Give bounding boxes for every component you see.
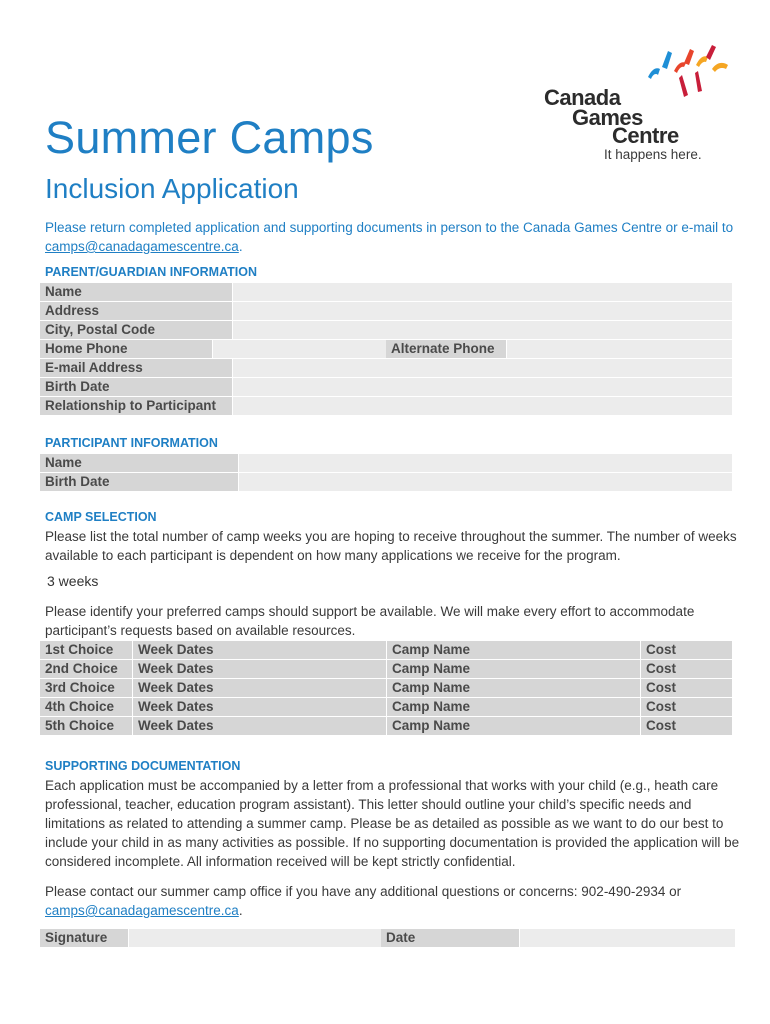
supporting-section-heading: SUPPORTING DOCUMENTATION [45,759,241,773]
guardian-address-field[interactable] [232,302,732,320]
choice-row [40,679,732,698]
guardian-relationship-field[interactable] [232,397,732,415]
intro-email-link[interactable]: camps@canadagamescentre.ca [45,239,239,254]
camp-name-label[interactable]: Camp Name [386,717,640,735]
week-dates-label[interactable]: Week Dates [132,660,386,678]
contact-email-link[interactable]: camps@canadagamescentre.ca [45,903,239,918]
guardian-address-row [40,302,732,321]
guardian-city-row [40,321,732,340]
intro-end: . [238,239,243,254]
participant-name-label: Name [40,454,238,472]
cost-label[interactable]: Cost [640,698,732,716]
logo-figures-icon [638,45,738,105]
guardian-name-label: Name [40,283,232,301]
choice-label: 2nd Choice [40,660,132,678]
camp-weeks-value[interactable]: 3 weeks [47,573,99,589]
participant-birth-field[interactable] [238,473,732,491]
logo-word-centre: Centre [612,123,679,148]
contact-text [45,882,745,920]
camp-instructions: Please list the total number of camp weeks you are hoping to receive throughout the summer. The number of weeks available to each participant is dependent on how many applications we receive for the program. [45,529,737,563]
signature-field[interactable] [128,929,381,947]
cost-label[interactable]: Cost [640,641,732,659]
guardian-relationship-label: Relationship to Participant [40,397,232,415]
logo-word-canada: Canada [544,85,621,110]
choice-label: 5th Choice [40,717,132,735]
camp-name-label[interactable]: Camp Name [386,698,640,716]
signature-row [40,929,735,948]
camp-name-label[interactable]: Camp Name [386,641,640,659]
guardian-city-field[interactable] [232,321,732,339]
camp-name-label[interactable]: Camp Name [386,660,640,678]
date-label: Date [381,929,519,947]
choice-row [40,717,732,736]
week-dates-label[interactable]: Week Dates [132,641,386,659]
contact-body: Please contact our summer camp office if you have any additional questions or concerns: 902-490-2934 or [45,884,682,899]
guardian-birth-label: Birth Date [40,378,232,396]
contact-end: . [238,903,243,918]
cost-label[interactable]: Cost [640,717,732,735]
guardian-birth-field[interactable] [232,378,732,396]
guardian-phone-row [40,340,732,359]
logo-tagline: It happens here. [604,147,702,162]
guardian-relationship-row [40,397,732,416]
supporting-text: Each application must be accompanied by a letter from a professional that works with your child (e.g., heath care professional, teacher, education program assistant). This letter should outline your child’s specific needs and limitations as related to attending a summer camp. Please be as detailed as possible as we want to do our best to include your child in as many activities as possible. If no supporting documentation is provided the application will be considered incomplete. All information received will be kept strictly confidential. [45,778,740,869]
choice-label: 1st Choice [40,641,132,659]
choice-label: 4th Choice [40,698,132,716]
page-subtitle: Inclusion Application [45,173,299,204]
participant-birth-row [40,473,732,492]
guardian-alt-phone-field[interactable] [506,340,732,358]
cost-label[interactable]: Cost [640,660,732,678]
page-title: Summer Camps [45,112,374,163]
guardian-section-heading: PARENT/GUARDIAN INFORMATION [45,265,258,279]
guardian-home-phone-label: Home Phone [40,340,212,358]
participant-section-heading: PARTICIPANT INFORMATION [45,436,218,450]
participant-name-field[interactable] [238,454,732,472]
guardian-city-label: City, Postal Code [40,321,232,339]
guardian-home-phone-field[interactable] [212,340,386,358]
intro-text [45,218,745,256]
participant-birth-label: Birth Date [40,473,238,491]
choice-row [40,641,732,660]
guardian-name-row [40,283,732,302]
camp-section-heading: CAMP SELECTION [45,510,157,524]
choice-label: 3rd Choice [40,679,132,697]
guardian-name-field[interactable] [232,283,732,301]
guardian-birth-row [40,378,732,397]
guardian-address-label: Address [40,302,232,320]
guardian-email-label: E-mail Address [40,359,232,377]
intro-body: Please return completed application and supporting documents in person to the Canada Games Centre or e-mail to [45,220,734,235]
participant-name-row [40,454,732,473]
camp-preference-text: Please identify your preferred camps should support be available. We will make every effort to accommodate participant’s requests based on available resources. [45,604,695,638]
guardian-alt-phone-label: Alternate Phone [386,340,506,358]
signature-label: Signature [40,929,128,947]
choice-row [40,698,732,717]
cost-label[interactable]: Cost [640,679,732,697]
week-dates-label[interactable]: Week Dates [132,698,386,716]
canada-games-centre-logo [540,45,735,165]
date-field[interactable] [519,929,735,947]
guardian-email-field[interactable] [232,359,732,377]
guardian-email-row [40,359,732,378]
logo-word-games: Games [572,105,643,130]
week-dates-label[interactable]: Week Dates [132,679,386,697]
choice-row [40,660,732,679]
week-dates-label[interactable]: Week Dates [132,717,386,735]
camp-name-label[interactable]: Camp Name [386,679,640,697]
